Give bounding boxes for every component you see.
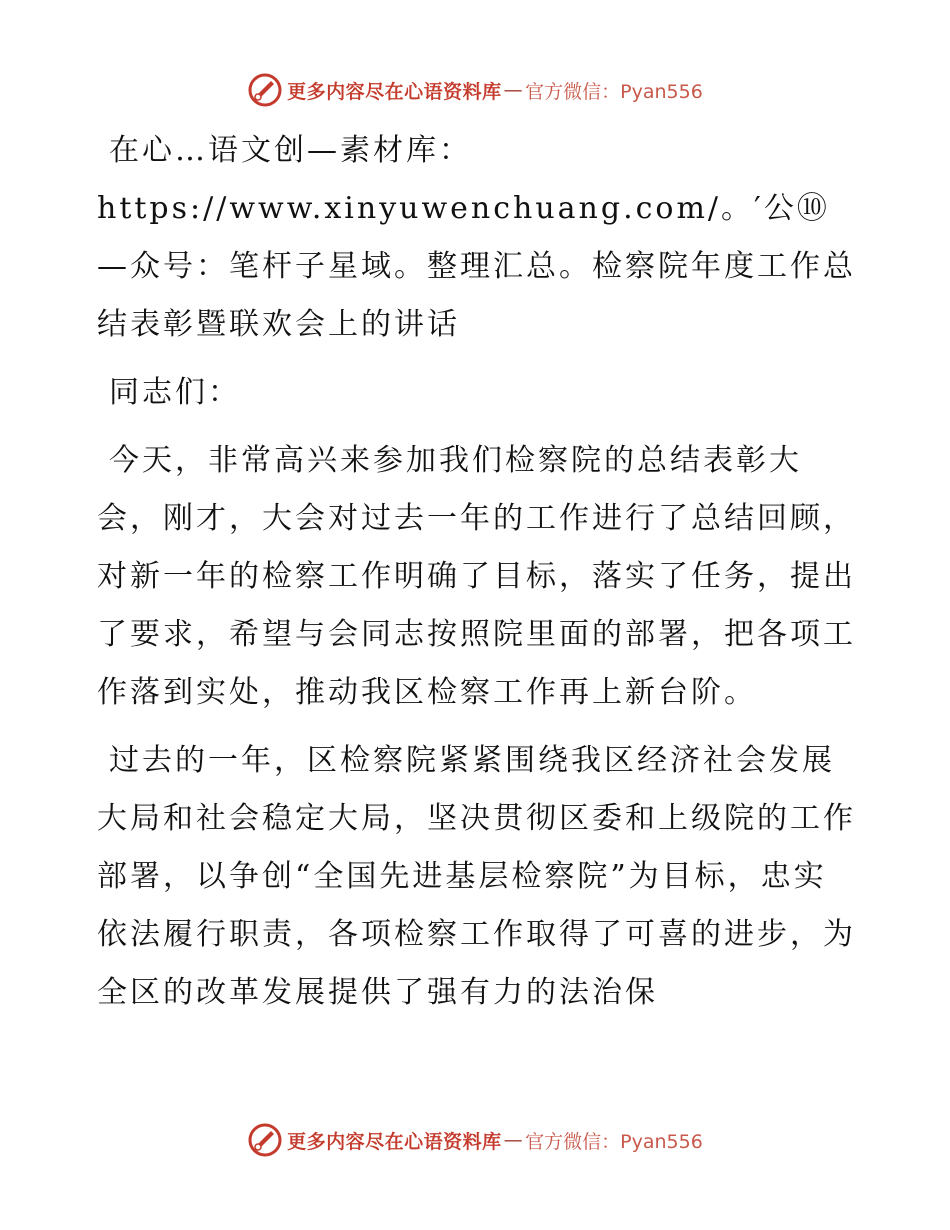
paragraph-salutation: [97, 364, 857, 422]
banner-separator: —: [503, 79, 524, 101]
paragraph-body: [97, 432, 857, 722]
banner-wechat: 官方微信：Pyan556: [525, 1130, 703, 1153]
document-body: [97, 122, 857, 1032]
footer-banner: [0, 1120, 950, 1160]
paragraph-text: 过去的一年，区检察院紧紧围绕我区经济社会发展大局和社会稳定大局，坚决贯彻区委和上级院的工作部署，以争创“全国先进基层检察院”为目标，忠实依法履行职责，各项检察工作取得了可喜的进步，为全区的改革发展提供了强有力的法治保: [97, 743, 856, 1010]
banner-wechat: 官方微信：Pyan556: [525, 80, 703, 103]
banner-separator: —: [503, 1129, 524, 1151]
paragraph-text: 在心…语文创—素材库：https://www.xinyuwenchuang.com/。′公⑩—众号：笔杆子星域。整理汇总。检察院年度工作总结表彰暨联欢会上的讲话: [97, 133, 856, 342]
banner-text: 更多内容尽在心语资料库: [287, 80, 502, 103]
banner-text: 更多内容尽在心语资料库: [287, 1130, 502, 1153]
brand-logo-icon: [247, 72, 283, 108]
paragraph-body: [97, 732, 857, 1022]
paragraph-title: [97, 122, 857, 354]
paragraph-text: 同志们：: [109, 375, 241, 410]
header-banner: [0, 70, 950, 110]
paragraph-text: 今天，非常高兴来参加我们检察院的总结表彰大会，刚才，大会对过去一年的工作进行了总结回顾，对新一年的检察工作明确了目标，落实了任务，提出了要求，希望与会同志按照院里面的部署，把各项工作落到实处，推动我区检察工作再上新台阶。: [97, 443, 856, 710]
brand-logo-icon: [247, 1122, 283, 1158]
